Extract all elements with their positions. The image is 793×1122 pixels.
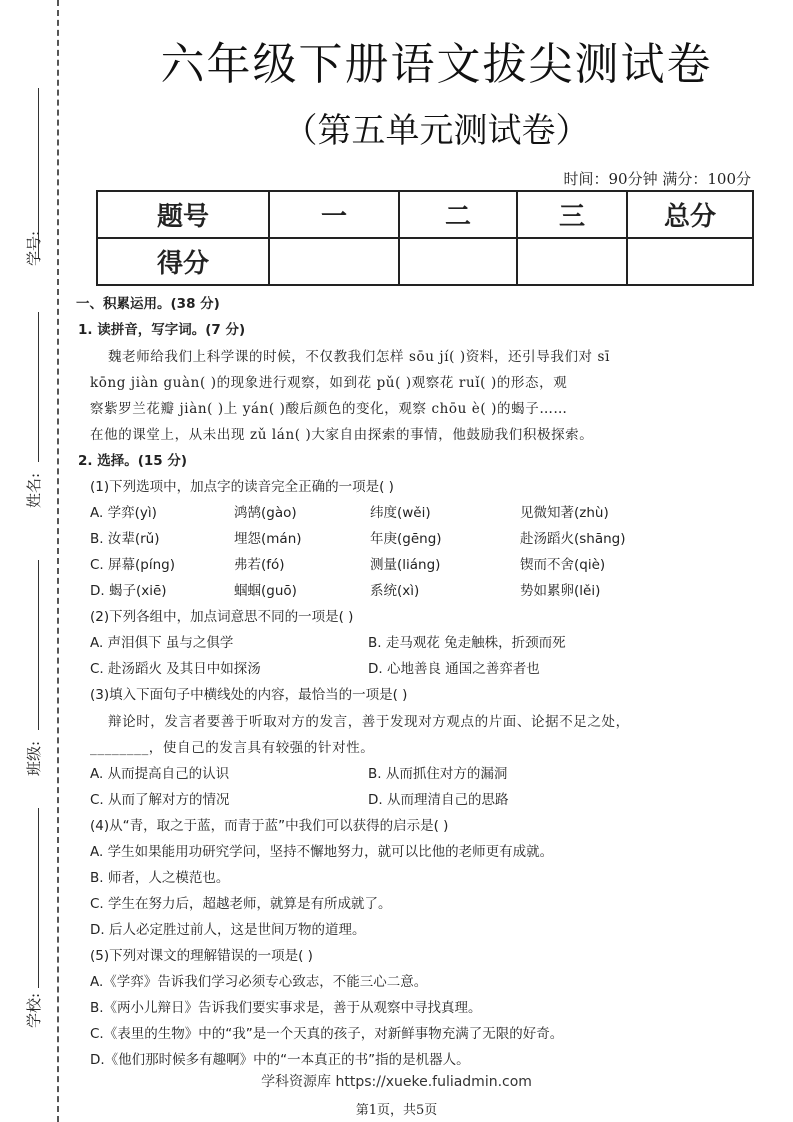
q2-3-option-b: B. 从而抓住对方的漏洞 — [368, 766, 508, 782]
q2-3-option-a: A. 从而提高自己的认识 — [90, 766, 230, 782]
q1-line-1: 魏老师给我们上科学课的时候，不仅教我们怎样 sōu jí( )资料，还引导我们对 sī — [108, 349, 610, 365]
school-label: 学校: — [25, 992, 44, 1029]
exam-meta: 时间：90分钟 满分：100分 — [563, 170, 751, 188]
q2-1-a-1: A. 学弈(yì) — [90, 505, 157, 521]
score-input-part1[interactable] — [269, 238, 399, 285]
q2-2-option-d: D. 心地善良 通国之善弈者也 — [368, 661, 540, 677]
score-table — [96, 190, 754, 286]
q2-2-option-c: C. 赴汤蹈火 及其日中如探汤 — [90, 661, 261, 677]
q2-2-option-b: B. 走马观花 兔走触株，折颈而死 — [368, 635, 566, 651]
q2-5-title: (5)下列对课文的理解错误的一项是( ) — [90, 948, 313, 964]
q2-1-a-2: 鸿鹄(gào) — [234, 505, 297, 521]
score-input-total[interactable] — [627, 238, 753, 285]
score-table-header-row — [97, 191, 753, 238]
question-1-title: 1. 读拼音，写字词。(7 分) — [78, 322, 246, 338]
class-rule — [38, 560, 39, 730]
binding-margin-dashed-line — [57, 0, 59, 1122]
footer-watermark-site: 学科资源库 https://xueke.fuliadmin.com — [261, 1074, 532, 1090]
q2-1-d-3: 系统(xì) — [370, 583, 420, 599]
q2-2-option-a: A. 声泪俱下 虽与之俱学 — [90, 635, 234, 651]
q2-3-option-d: D. 从而理清自己的思路 — [368, 792, 509, 808]
score-input-part2[interactable] — [399, 238, 517, 285]
q2-4-option-d: D. 后人必定胜过前人，这是世间万物的道理。 — [90, 922, 366, 938]
page-subtitle: （第五单元测试卷） — [283, 111, 590, 151]
q2-3-passage-1: 辩论时，发言者要善于听取对方的发言，善于发现对方观点的片面、论据不足之处， — [108, 714, 630, 730]
section-1-heading: 一、积累运用。(38 分) — [76, 296, 220, 312]
q2-1-b-1: B. 汝辈(rǔ) — [90, 531, 160, 547]
q2-1-c-1: C. 屏幕(píng) — [90, 557, 175, 573]
question-2-title: 2. 选择。(15 分) — [78, 453, 188, 469]
q2-3-option-c: C. 从而了解对方的情况 — [90, 792, 230, 808]
q2-1-a-4: 见微知著(zhù) — [520, 505, 609, 521]
q2-1-a-3: 纬度(wěi) — [370, 505, 431, 521]
score-cell-total: 总分 — [627, 191, 753, 238]
name-label: 姓名: — [25, 472, 44, 509]
q2-3-passage-2: ________，使自己的发言具有较强的针对性。 — [90, 740, 375, 756]
page-title: 六年级下册语文拔尖测试卷 — [160, 39, 713, 90]
q2-1-c-2: 弗若(fó) — [234, 557, 285, 573]
q2-4-option-c: C. 学生在努力后，超越老师，就算是有所成就了。 — [90, 896, 392, 912]
name-rule — [38, 312, 39, 462]
q2-1-title: (1)下列选项中，加点字的读音完全正确的一项是( ) — [90, 479, 394, 495]
q2-1-d-1: D. 蝎子(xiē) — [90, 583, 167, 599]
page-number: 第1页，共5页 — [355, 1103, 438, 1118]
score-cell-part3: 三 — [517, 191, 627, 238]
q1-line-2: kōng jiàn guàn( )的现象进行观察，如到花 pǔ( )观察花 ruǐ( )的形态，观 — [90, 375, 568, 391]
q1-line-4: 在他的课堂上，从未出现 zǔ lán( )大家自由探索的事情，他鼓励我们积极探索。 — [90, 427, 594, 443]
q2-5-option-d: D.《他们那时候多有趣啊》中的“一本真正的书”指的是机器人。 — [90, 1052, 470, 1068]
q2-4-option-b: B. 师者，人之模范也。 — [90, 870, 230, 886]
q2-3-title: (3)填入下面句子中横线处的内容，最恰当的一项是( ) — [90, 687, 408, 703]
score-cell-part1: 一 — [269, 191, 399, 238]
score-row-label: 得分 — [97, 238, 269, 285]
school-rule — [38, 808, 39, 988]
student-id-label: 学号: — [25, 230, 44, 267]
q2-1-b-4: 赴汤蹈火(shāng) — [520, 531, 626, 547]
q2-1-c-4: 锲而不舍(qiè) — [520, 557, 606, 573]
class-label: 班级: — [25, 740, 44, 777]
score-input-part3[interactable] — [517, 238, 627, 285]
q2-4-option-a: A. 学生如果能用功研究学问，坚持不懈地努力，就可以比他的老师更有成就。 — [90, 844, 554, 860]
q2-5-option-c: C.《表里的生物》中的“我”是一个天真的孩子，对新鲜事物充满了无限的好奇。 — [90, 1026, 564, 1042]
q1-line-3: 察紫罗兰花瓣 jiàn( )上 yán( )酸后颜色的变化，观察 chōu è( )的蝎子…… — [90, 401, 568, 417]
score-cell-label: 题号 — [97, 191, 269, 238]
q2-1-b-2: 埋怨(mán) — [234, 531, 302, 547]
score-cell-part2: 二 — [399, 191, 517, 238]
q2-5-option-b: B.《两小儿辩日》告诉我们要实事求是，善于从观察中寻找真理。 — [90, 1000, 482, 1016]
q2-4-title: (4)从“青，取之于蓝，而青于蓝”中我们可以获得的启示是( ) — [90, 818, 449, 834]
q2-1-c-3: 测量(liáng) — [370, 557, 441, 573]
q2-2-title: (2)下列各组中，加点词意思不同的一项是( ) — [90, 609, 354, 625]
q2-1-d-2: 蝈蝈(guō) — [234, 583, 297, 599]
q2-5-option-a: A.《学弈》告诉我们学习必须专心致志，不能三心二意。 — [90, 974, 428, 990]
q2-1-b-3: 年庚(gēng) — [370, 531, 442, 547]
q2-1-d-4: 势如累卵(lěi) — [520, 583, 601, 599]
score-table-score-row — [97, 238, 753, 285]
